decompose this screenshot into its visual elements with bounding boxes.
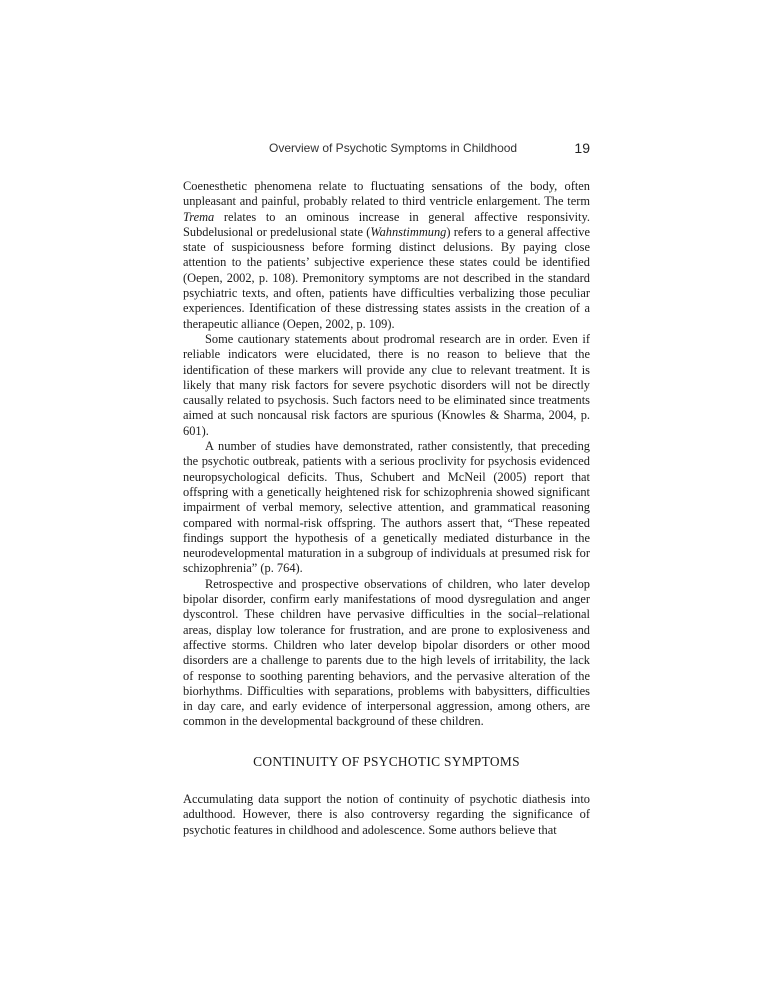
italic-term-wahnstimmung: Wahnstimmung: [370, 224, 447, 239]
body-text: [183, 179, 590, 838]
paragraph-text: relates to an ominous increase in general affective responsivity. Subdelusional or predelusional state (: [183, 209, 590, 239]
paragraph-continuity: Accumulating data support the notion of continuity of psychotic diathesis into adulthood. However, there is also controversy regarding the significance of psychotic features in childhood and adolescence. Some authors believe that: [183, 791, 590, 837]
paragraph-cautionary-statements: Some cautionary statements about prodromal research are in order. Even if reliable indicators were elucidated, there is no reason to believe that the identification of these markers will provide any clue to relevant treatment. It is likely that many risk factors for severe psychotic disorders will not be directly causally related to psychosis. Such factors need to be eliminated since treatments aimed at such noncausal risk factors are spurious (Knowles & Sharma, 2004, p. 601).: [183, 331, 590, 438]
page-header: [183, 141, 590, 159]
section-heading: CONTINUITY OF PSYCHOTIC SYMPTOMS: [253, 753, 520, 769]
paragraph-neuropsychological-deficits: A number of studies have demonstrated, rather consistently, that preceding the psychotic outbreak, patients with a serious proclivity for psychosis evidenced neuropsychological deficits. Thus, Schubert and McNeil (2005) report that offspring with a genetically heightened risk for schizophrenia showed significant impairment of verbal memory, selective attention, and grammatical reasoning compared with normal-risk offspring. The authors assert that, “These repeated findings support the hypothesis of a genetically mediated disturbance in the neurodevelopmental maturation in a subgroup of individuals at presumed risk for schizophrenia” (p. 764).: [183, 439, 590, 576]
paragraph-bipolar-observations: Retrospective and prospective observations of children, who later develop bipolar disorder, confirm early manifestations of mood dysregulation and anger dyscontrol. These children have pervasive difficulties in the social–relational areas, display low tolerance for frustration, and are prone to explosiveness and affective storms. Children who later develop bipolar disorders or other mood disorders are a challenge to parents due to the high levels of irritability, the lack of response to soothing parenting behaviors, and the pervasive alteration of the biorhythms. Difficulties with separations, problems with babysitters, difficulties in day care, and early evidence of interpersonal aggression, among others, are common in the developmental background of these children.: [183, 576, 590, 729]
paragraph-text: Coenesthetic phenomena relate to fluctuating sensations of the body, often unpleasant and painful, probably related to third ventricle enlargement. The term: [183, 179, 590, 209]
paragraph-coenesthetic: [183, 179, 590, 332]
italic-term-trema: Trema: [183, 209, 215, 224]
running-head: Overview of Psychotic Symptoms in Childhood: [269, 141, 518, 155]
page-number: 19: [574, 140, 590, 156]
paragraph-text: ) refers to a general affective state of suspiciousness before forming distinct delusions. By paying close attention to the patients’ subjective experience these states could be identified (Oepen, 2002, p. 108). Premonitory symptoms are not described in the standard psychiatric texts, and often, patients have difficulties verbalizing those peculiar experiences. Identification of these distressing states assists in the creation of a therapeutic alliance (Oepen, 2002, p. 109).: [183, 224, 590, 331]
